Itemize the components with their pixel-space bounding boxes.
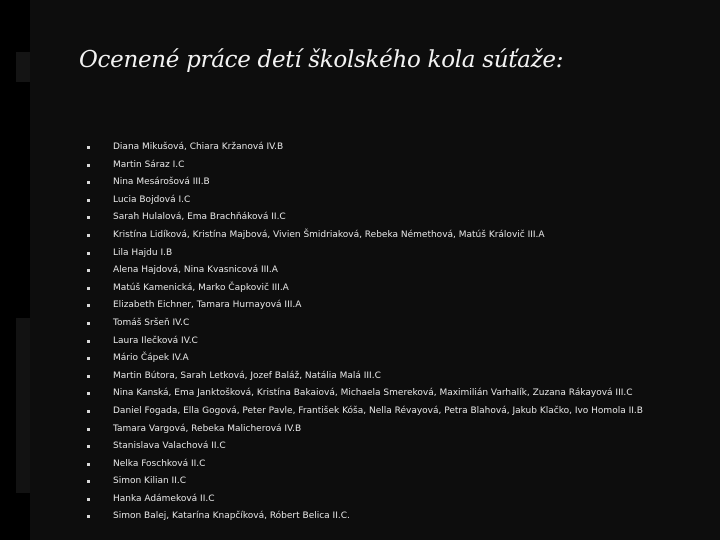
- bullet-icon: [87, 392, 90, 395]
- bullet-icon: [87, 199, 90, 202]
- bullet-icon: [87, 287, 90, 290]
- list-item-text: Simon Kilian II.C: [113, 476, 186, 487]
- list-item-text: Daniel Fogada, Ella Gogová, Peter Pavle, František Kóša, Nella Révayová, Petra Blahová, Jakub Klačko, Ivo Homola II.B: [113, 405, 643, 416]
- list-item-text: Laura Ilečková IV.C: [113, 335, 198, 346]
- list-item-text: Kristína Lidíková, Kristína Majbová, Vivien Šmidriaková, Rebeka Némethová, Matúš Královič III.A: [113, 229, 545, 240]
- bullet-icon: [87, 515, 90, 518]
- bullet-icon: [87, 164, 90, 167]
- list-item-text: Lila Hajdu I.B: [113, 247, 173, 258]
- list-item: [86, 438, 643, 456]
- bullet-icon: [87, 445, 90, 448]
- list-item: [86, 368, 643, 386]
- list-item: [86, 473, 643, 491]
- list-item-text: Nelka Foschková II.C: [113, 458, 206, 469]
- list-item: [86, 403, 643, 421]
- list-item: [86, 491, 643, 509]
- bullet-icon: [87, 498, 90, 501]
- list-item-text: Tamara Vargová, Rebeka Malicherová IV.B: [113, 423, 302, 434]
- bullet-icon: [87, 146, 90, 149]
- list-item: [86, 139, 643, 157]
- bullet-icon: [87, 463, 90, 466]
- decorative-bar: [16, 318, 30, 493]
- bullet-icon: [87, 304, 90, 307]
- list-item-text: Nina Mesárošová III.B: [113, 177, 210, 188]
- list-item: [86, 262, 643, 280]
- list-item-text: Mário Čápek IV.A: [113, 353, 189, 364]
- list-item: [86, 227, 643, 245]
- bullet-icon: [87, 269, 90, 272]
- list-item-text: Hanka Adámeková II.C: [113, 493, 215, 504]
- bullet-icon: [87, 340, 90, 343]
- bullet-icon: [87, 181, 90, 184]
- bullet-icon: [87, 357, 90, 360]
- list-item-text: Sarah Hulalová, Ema Brachňáková II.C: [113, 212, 286, 223]
- list-item: [86, 421, 643, 439]
- list-item: [86, 209, 643, 227]
- list-item: [86, 174, 643, 192]
- bullet-icon: [87, 375, 90, 378]
- list-item-text: Stanislava Valachová II.C: [113, 441, 226, 452]
- list-item-text: Alena Hajdová, Nina Kvasnicová III.A: [113, 265, 278, 276]
- list-item: [86, 333, 643, 351]
- decorative-bar: [16, 52, 30, 82]
- list-item: [86, 280, 643, 298]
- list-item: [86, 508, 643, 526]
- bullet-icon: [87, 480, 90, 483]
- list-item: [86, 297, 643, 315]
- list-item: [86, 350, 643, 368]
- list-item: [86, 245, 643, 263]
- bullet-icon: [87, 410, 90, 413]
- list-item-text: Lucia Bojdová I.C: [113, 194, 191, 205]
- bullet-icon: [87, 216, 90, 219]
- award-list: [86, 139, 643, 526]
- bullet-icon: [87, 234, 90, 237]
- list-item-text: Tomáš Sršeň IV.C: [113, 317, 190, 328]
- list-item-text: Martin Sáraz I.C: [113, 159, 185, 170]
- list-item: [86, 385, 643, 403]
- bullet-icon: [87, 252, 90, 255]
- list-item: [86, 192, 643, 210]
- list-item-text: Simon Balej, Katarína Knapčíková, Róbert Belica II.C.: [113, 511, 350, 522]
- list-item-text: Matúš Kamenická, Marko Čapkovič III.A: [113, 282, 289, 293]
- list-item-text: Martin Bútora, Sarah Letková, Jozef Baláž, Natália Malá III.C: [113, 370, 381, 381]
- slide-title: Ocenené práce detí školského kola súťaže:: [79, 47, 564, 73]
- list-item: [86, 456, 643, 474]
- bullet-icon: [87, 322, 90, 325]
- list-item-text: Nina Kanská, Ema Janktošková, Kristína Bakaiová, Michaela Smereková, Maximilián Varhalík, Zuzana Rákayová III.C: [113, 388, 633, 399]
- list-item: [86, 157, 643, 175]
- list-item-text: Diana Mikušová, Chiara Kržanová IV.B: [113, 142, 284, 152]
- bullet-icon: [87, 428, 90, 431]
- list-item-text: Elizabeth Eichner, Tamara Hurnayová III.A: [113, 300, 302, 311]
- list-item: [86, 315, 643, 333]
